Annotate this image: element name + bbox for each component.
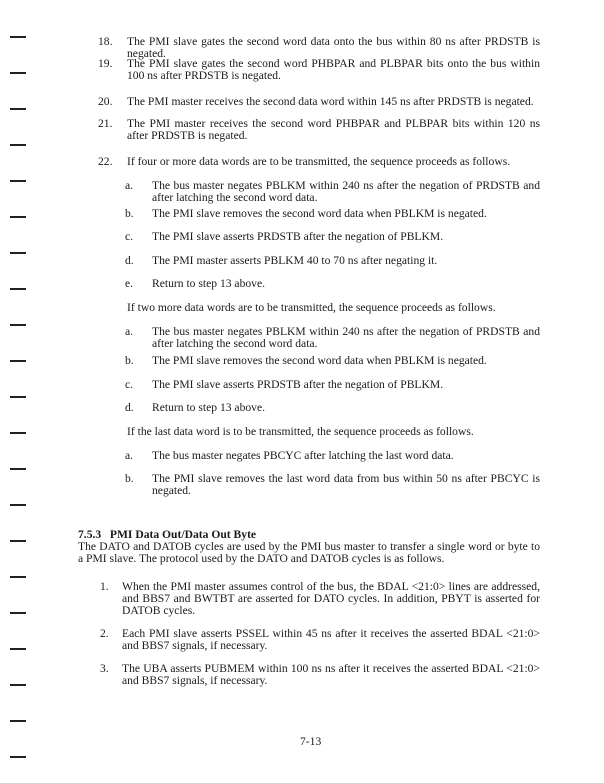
item-number: 3. (100, 662, 109, 675)
item-text: If the last data word is to be transmitted, the sequence proceeds as follows. (127, 425, 474, 438)
item-number: 1. (100, 580, 109, 593)
margin-mark (10, 144, 26, 146)
item-text: The PMI master receives the second data word within 145 ns after PRDSTB is negated. (127, 95, 534, 108)
item-text: The PMI master asserts PBLKM 40 to 70 ns after negating it. (152, 254, 438, 267)
margin-mark (10, 36, 26, 38)
item-text: The UBA asserts PUBMEM within 100 ns ns after it receives the asserted BDAL <21:0> and BBS7 signals, if necessary. (122, 662, 540, 687)
item-number: c. (125, 230, 134, 243)
margin-mark (10, 468, 26, 470)
margin-mark (10, 540, 26, 542)
page-number: 7-13 (300, 735, 322, 748)
margin-mark (10, 252, 26, 254)
item-number: a. (125, 449, 134, 462)
item-text: The PMI slave removes the second word data when PBLKM is negated. (152, 354, 487, 367)
item-number: a. (125, 325, 134, 338)
margin-mark (10, 756, 26, 758)
item-number: a. (125, 179, 134, 192)
section-intro: The DATO and DATOB cycles are used by the PMI bus master to transfer a single word or byte to a PMI slave. The protocol used by the DATO and DATOB cycles is as follows. (78, 540, 540, 565)
margin-mark (10, 72, 26, 74)
margin-mark (10, 396, 26, 398)
item-text: When the PMI master assumes control of the bus, the BDAL <21:0> lines are addressed, and BBS7 and BWTBT are asserted for DATO cycles. In addition, PBYT is asserted for DATOB cycles. (122, 580, 540, 617)
item-number: b. (125, 354, 134, 367)
margin-mark (10, 216, 26, 218)
margin-mark (10, 504, 26, 506)
margin-mark (10, 576, 26, 578)
margin-mark (10, 684, 26, 686)
item-text: The bus master negates PBLKM within 240 ns after the negation of PRDSTB and after latching the second word data. (152, 179, 540, 204)
item-number: 22. (98, 155, 113, 168)
margin-mark (10, 720, 26, 722)
item-number: 21. (98, 117, 113, 130)
section-heading: 7.5.3 PMI Data Out/Data Out Byte (78, 528, 257, 541)
margin-mark (10, 288, 26, 290)
item-text: If two more data words are to be transmitted, the sequence proceeds as follows. (127, 301, 496, 314)
item-number: 19. (98, 57, 113, 70)
item-text: The PMI master receives the second word PHBPAR and PLBPAR bits within 120 ns after PRDSTB is negated. (127, 117, 540, 142)
margin-mark (10, 612, 26, 614)
item-number: d. (125, 254, 134, 267)
margin-mark (10, 180, 26, 182)
margin-mark (10, 324, 26, 326)
item-text: The bus master negates PBLKM within 240 ns after the negation of PRDSTB and after latching the second word data. (152, 325, 540, 350)
margin-mark (10, 360, 26, 362)
item-text: The bus master negates PBCYC after latching the last word data. (152, 449, 454, 462)
item-number: c. (125, 378, 134, 391)
item-number: b. (125, 207, 134, 220)
item-text: Each PMI slave asserts PSSEL within 45 ns after it receives the asserted BDAL <21:0> and BBS7 signals, if necessary. (122, 627, 540, 652)
item-text: The PMI slave asserts PRDSTB after the negation of PBLKM. (152, 378, 444, 391)
item-text: The PMI slave asserts PRDSTB after the negation of PBLKM. (152, 230, 444, 243)
margin-mark (10, 648, 26, 650)
item-text: The PMI slave removes the second word data when PBLKM is negated. (152, 207, 487, 220)
item-number: e. (125, 277, 134, 290)
item-text: Return to step 13 above. (152, 401, 266, 414)
item-number: 2. (100, 627, 109, 640)
item-text: The PMI slave removes the last word data from bus within 50 ns after PBCYC is negated. (152, 472, 540, 497)
item-number: b. (125, 472, 134, 485)
item-number: 20. (98, 95, 113, 108)
margin-mark (10, 108, 26, 110)
item-text: If four or more data words are to be transmitted, the sequence proceeds as follows. (127, 155, 511, 168)
item-number: 18. (98, 35, 113, 48)
item-text: Return to step 13 above. (152, 277, 266, 290)
item-text: The PMI slave gates the second word data onto the bus within 80 ns after PRDSTB is negated. (127, 35, 540, 60)
item-text: The PMI slave gates the second word PHBPAR and PLBPAR bits onto the bus within 100 ns after PRDSTB is negated. (127, 57, 540, 82)
margin-mark (10, 432, 26, 434)
item-number: d. (125, 401, 134, 414)
